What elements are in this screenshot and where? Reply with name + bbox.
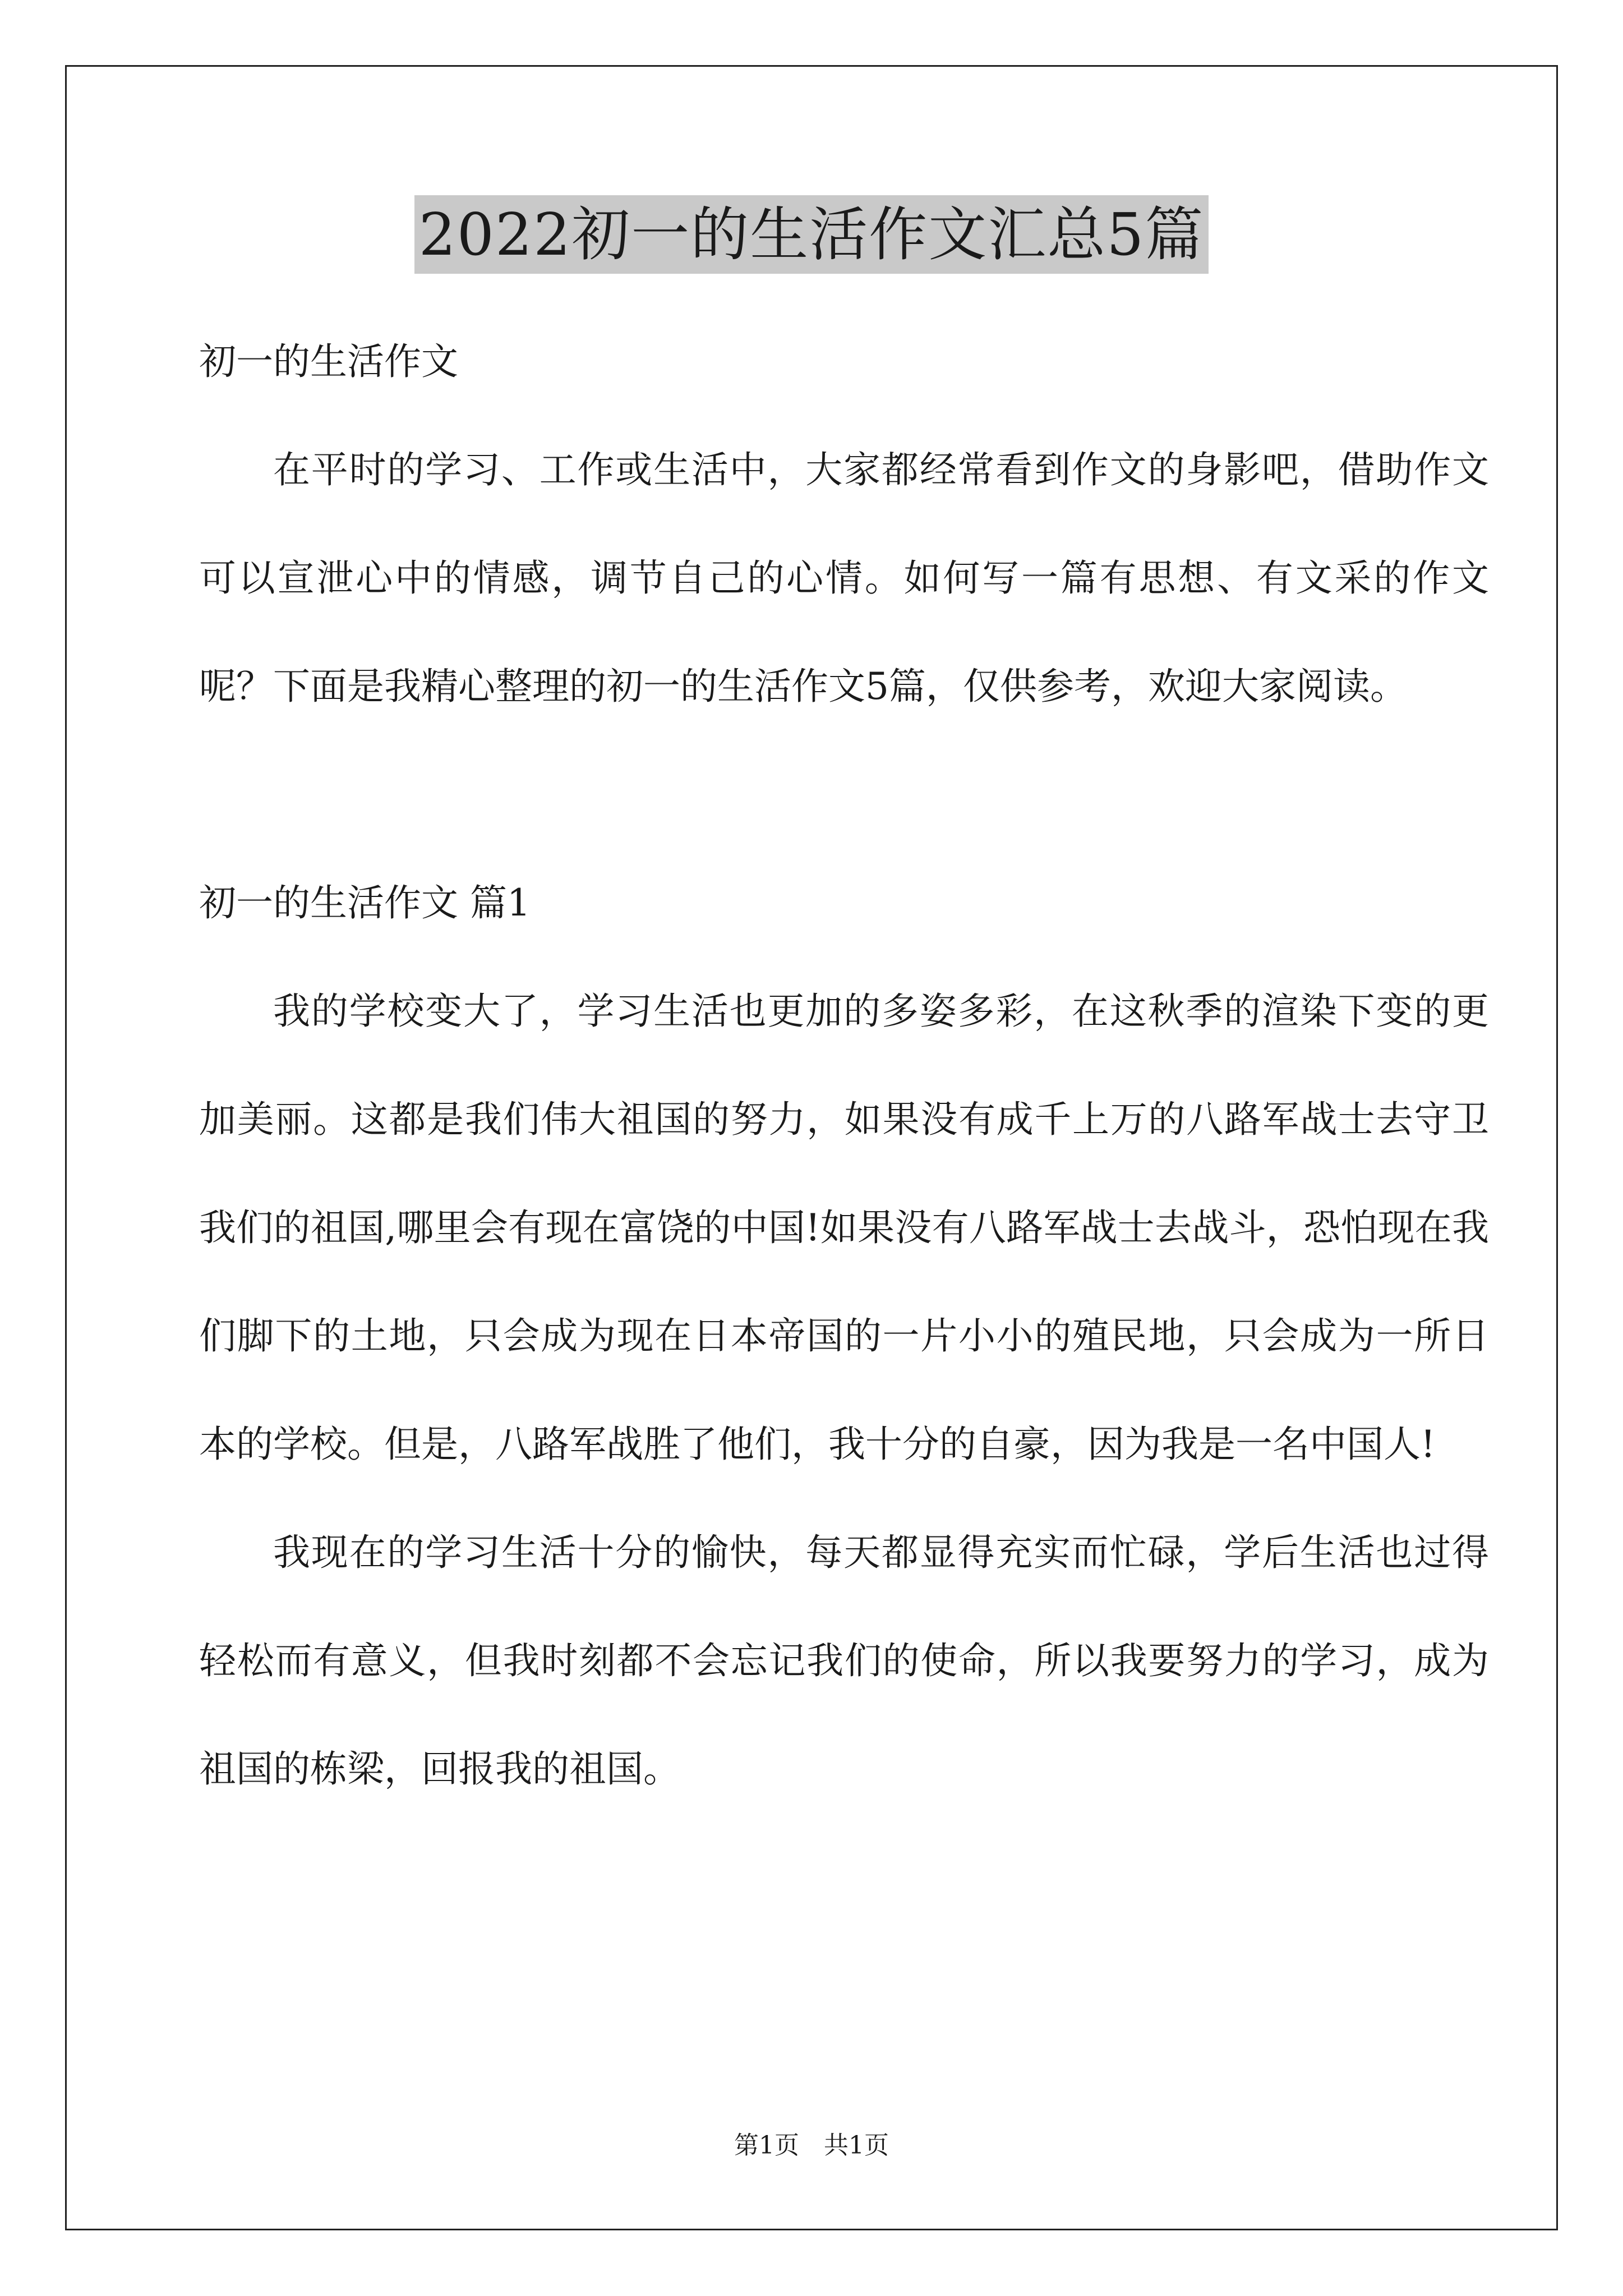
document-title: 2022初一的生活作文汇总5篇 [414, 195, 1209, 274]
intro-paragraph: 在平时的学习、工作或生活中，大家都经常看到作文的身影吧，借助作文可以宣泄心中的情感，调节自己的心情。如何写一篇有思想、有文采的作文呢？下面是我精心整理的初一的生活作文5篇，仅供参考，欢迎大家阅读。 [199, 448, 1489, 708]
section-spacer [199, 740, 1489, 849]
intro-heading: 初一的生活作文 [199, 340, 458, 383]
document-body [199, 307, 1489, 1823]
title-container [0, 195, 1623, 274]
section1-paragraph-1: 我的学校变大了，学习生活也更加的多姿多彩，在这秋季的渲染下变的更加美丽。这都是我们伟大祖国的努力，如果没有成千上万的八路军战士去守卫我们的祖国,哪里会有现在富饶的中国!如果没有八路军战士去战斗，恐怕现在我们脚下的土地，只会成为现在日本帝国的一片小小的殖民地，只会成为一所日本的学校。但是，八路军战胜了他们，我十分的自豪，因为我是一名中国人! [199, 990, 1489, 1466]
page-footer: 第1页 共1页 [734, 2131, 889, 2160]
section1-paragraph-2: 我现在的学习生活十分的愉快，每天都显得充实而忙碌，学后生活也过得轻松而有意义，但我时刻都不会忘记我们的使命，所以我要努力的学习，成为祖国的栋梁，回报我的祖国。 [199, 1531, 1489, 1791]
section1-heading: 初一的生活作文 篇1 [199, 881, 531, 924]
